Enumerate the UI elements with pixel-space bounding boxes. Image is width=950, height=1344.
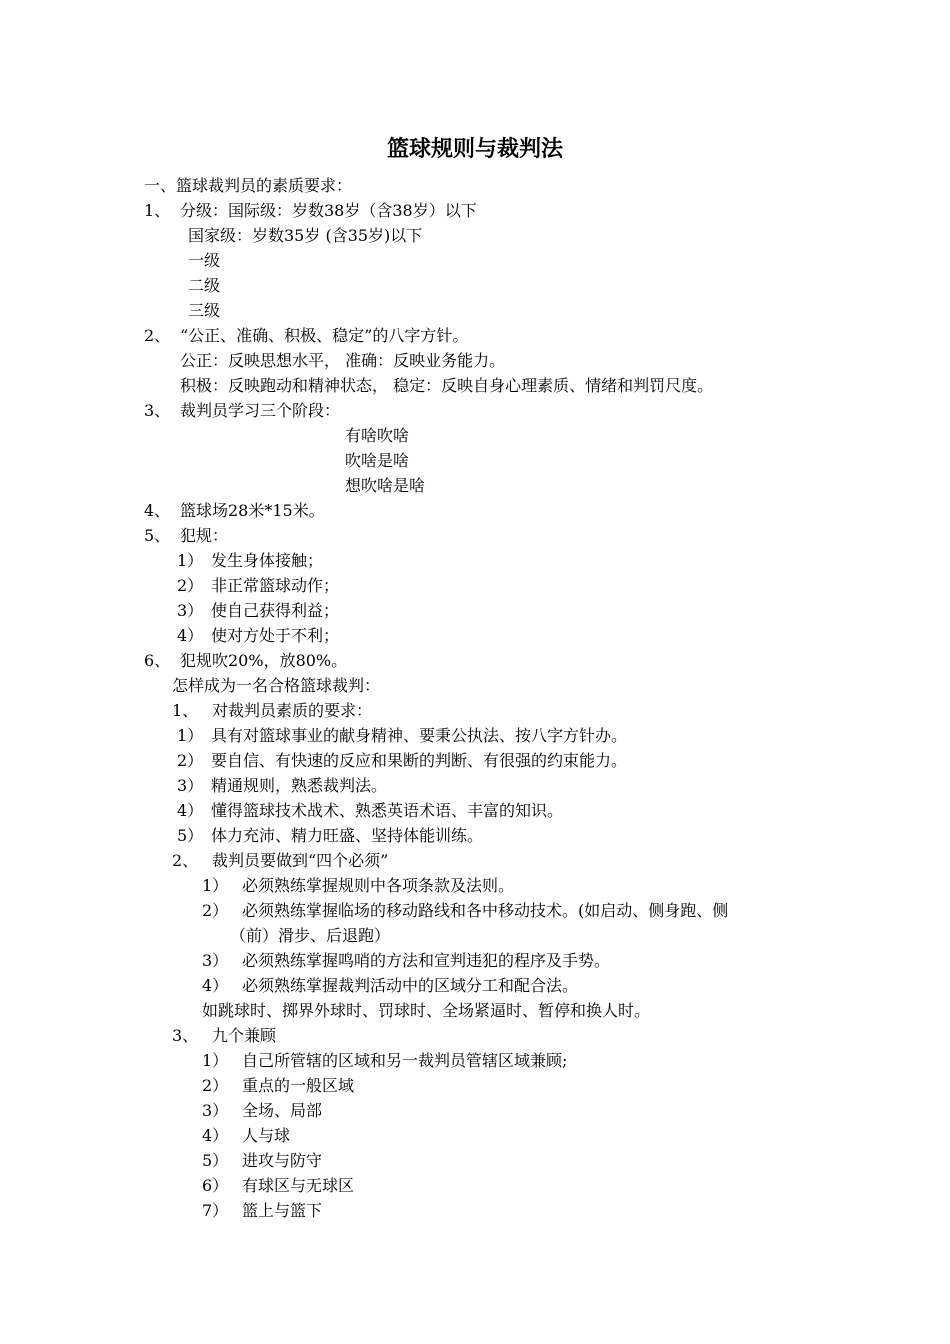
sub-list-item xyxy=(202,1074,354,1098)
item-number: 6、 xyxy=(144,651,171,670)
list-item-continuation: 二级 xyxy=(188,276,221,295)
item-number: 2） xyxy=(202,1076,229,1095)
section-heading: 怎样成为一名合格篮球裁判： xyxy=(172,676,381,695)
document-title: 篮球规则与裁判法 xyxy=(386,136,563,162)
item-text: 要自信、有快速的反应和果断的判断、有很强的约束能力。 xyxy=(211,751,628,770)
sub-list-item xyxy=(202,949,610,973)
list-item xyxy=(144,324,468,348)
sub-list-item xyxy=(177,749,627,773)
list-item xyxy=(172,1024,276,1048)
item-text: 非正常篮球动作； xyxy=(211,576,340,595)
item-number: 3、 xyxy=(172,1026,199,1045)
item-number: 5） xyxy=(202,1151,229,1170)
item-number: 6） xyxy=(202,1176,229,1195)
item-text: 九个兼顾 xyxy=(212,1026,277,1045)
sub-list-item xyxy=(202,1049,567,1073)
sub-list-item xyxy=(202,874,514,898)
item-number: 2、 xyxy=(172,851,199,870)
sub-list-item xyxy=(177,549,323,573)
item-text: 懂得篮球技术战术、熟悉英语术语、丰富的知识。 xyxy=(211,801,564,820)
sub-list-item xyxy=(202,974,578,998)
item-number: 5、 xyxy=(144,526,171,545)
list-item xyxy=(172,849,388,873)
list-item-continuation: 一级 xyxy=(188,251,221,270)
item-text: 对裁判员素质的要求： xyxy=(212,701,373,720)
item-text: 全场、局部 xyxy=(242,1101,323,1120)
item-text: 篮上与篮下 xyxy=(242,1201,323,1220)
item-text: 自己所管辖的区域和另一裁判员管辖区域兼顾; xyxy=(242,1051,568,1070)
item-text: 使自己获得利益； xyxy=(211,601,340,620)
item-text: 进攻与防守 xyxy=(242,1151,323,1170)
sub-list-item xyxy=(202,1124,290,1148)
note-text: 如跳球时、掷界外球时、罚球时、全场紧逼时、暂停和换人时。 xyxy=(202,1001,651,1020)
item-text: 犯规吹20%，放80%。 xyxy=(180,651,348,670)
item-number: 3） xyxy=(177,601,204,620)
item-text: 精通规则，熟悉裁判法。 xyxy=(211,776,388,795)
item-number: 4、 xyxy=(144,501,171,520)
list-item xyxy=(172,699,372,723)
sub-list-item xyxy=(202,1199,322,1223)
list-item xyxy=(144,199,477,223)
item-text: 重点的一般区域 xyxy=(242,1076,355,1095)
item-number: 1） xyxy=(202,1051,229,1070)
item-text: 必须熟练掌握裁判活动中的区域分工和配合法。 xyxy=(242,976,579,995)
item-number: 2、 xyxy=(144,326,171,345)
sub-list-item xyxy=(202,1174,354,1198)
item-number: 4） xyxy=(202,976,229,995)
sub-list-item xyxy=(177,624,339,648)
item-number: 7） xyxy=(202,1201,229,1220)
item-number: 1、 xyxy=(172,701,199,720)
item-number: 1） xyxy=(177,726,204,745)
item-text: 具有对篮球事业的献身精神、要秉公执法、按八字方针办。 xyxy=(211,726,628,745)
item-number: 2） xyxy=(177,576,204,595)
sub-list-item xyxy=(177,799,563,823)
item-text: 必须熟练掌握鸣哨的方法和宣判违犯的程序及手势。 xyxy=(242,951,611,970)
item-number: 3） xyxy=(202,951,229,970)
stage-item: 吹啥是啥 xyxy=(345,451,410,470)
sub-list-item xyxy=(177,724,627,748)
list-item-continuation: 积极：反映跑动和精神状态， 稳定：反映自身心理素质、情绪和判罚尺度。 xyxy=(180,376,714,395)
item-text: 必须熟练掌握临场的移动路线和各中移动技术。(如启动、侧身跑、侧 xyxy=(242,901,729,920)
item-number: 5） xyxy=(177,826,204,845)
item-text: 犯规： xyxy=(180,526,229,545)
item-number: 3） xyxy=(177,776,204,795)
list-item-continuation: 三级 xyxy=(188,301,221,320)
item-number: 4） xyxy=(177,801,204,820)
item-number: 2） xyxy=(202,901,229,920)
item-number: 4） xyxy=(202,1126,229,1145)
item-number: 3） xyxy=(202,1101,229,1120)
item-text: “公正、准确、积极、稳定”的八字方针。 xyxy=(180,326,469,345)
item-number: 1、 xyxy=(144,201,171,220)
stage-item: 有啥吹啥 xyxy=(345,426,410,445)
list-item xyxy=(144,399,340,423)
sub-list-item xyxy=(202,899,728,923)
list-item xyxy=(144,499,325,523)
section-heading: 一、篮球裁判员的素质要求： xyxy=(144,176,353,195)
sub-list-item xyxy=(202,1149,322,1173)
sub-list-item xyxy=(177,774,387,798)
item-text: 体力充沛、精力旺盛、坚持体能训练。 xyxy=(211,826,484,845)
sub-list-item xyxy=(202,1099,322,1123)
sub-list-item xyxy=(177,824,483,848)
list-item-continuation: 国家级：岁数35岁 (含35岁)以下 xyxy=(188,226,423,245)
item-text: 篮球场28米*15米。 xyxy=(180,501,325,520)
list-item xyxy=(144,649,347,673)
item-number: 2） xyxy=(177,751,204,770)
item-text: 有球区与无球区 xyxy=(242,1176,355,1195)
item-number: 1） xyxy=(177,551,204,570)
list-item xyxy=(144,524,228,548)
item-text: 发生身体接触； xyxy=(211,551,324,570)
item-text: 使对方处于不利； xyxy=(211,626,340,645)
item-number: 4） xyxy=(177,626,204,645)
item-number: 1） xyxy=(202,876,229,895)
item-text: 裁判员要做到“四个必须” xyxy=(212,851,389,870)
item-number: 3、 xyxy=(144,401,171,420)
sub-list-item xyxy=(177,599,339,623)
item-text: 人与球 xyxy=(242,1126,291,1145)
sub-list-item xyxy=(177,574,339,598)
stage-item: 想吹啥是啥 xyxy=(345,476,426,495)
item-text: 裁判员学习三个阶段： xyxy=(180,401,341,420)
item-text: 必须熟练掌握规则中各项条款及法则。 xyxy=(242,876,515,895)
sub-list-item-continuation: （前）滑步、后退跑） xyxy=(230,926,391,945)
list-item-continuation: 公正：反映思想水平， 准确：反映业务能力。 xyxy=(180,351,506,370)
item-text: 分级：国际级：岁数38岁（含38岁）以下 xyxy=(180,201,477,220)
